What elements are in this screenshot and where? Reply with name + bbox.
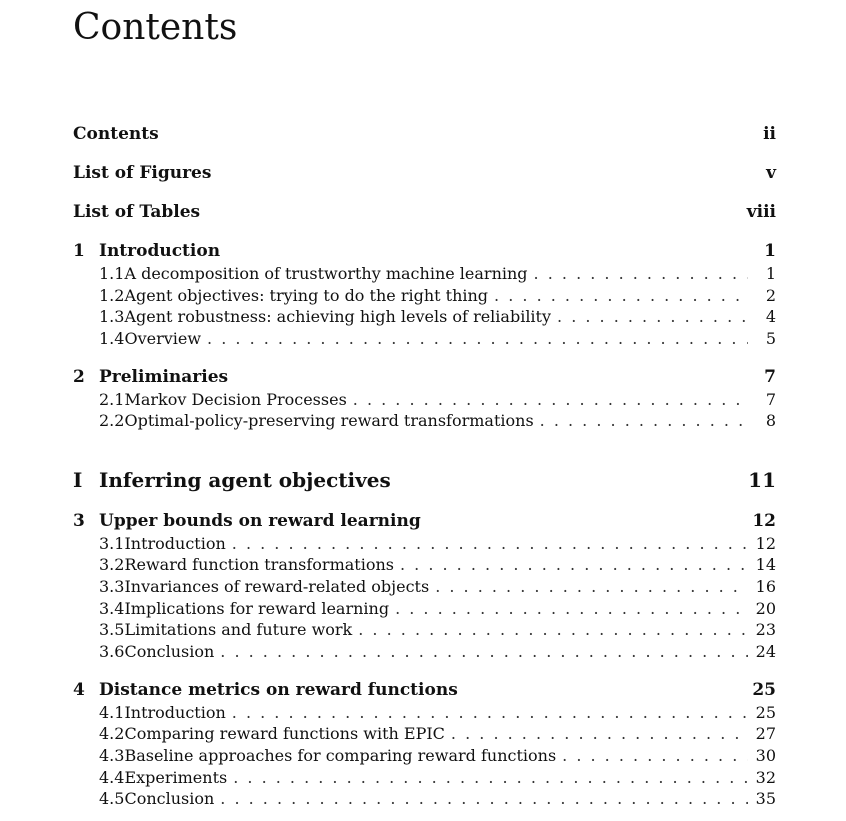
toc-chapter-4[interactable] (73, 679, 776, 701)
toc-page-number: 7 (764, 367, 776, 387)
section-title: Implications for reward learning (124, 599, 390, 618)
dot-leader (494, 285, 748, 306)
dot-leader (435, 576, 747, 597)
dot-leader (400, 554, 748, 575)
toc-page-number: 27 (755, 724, 776, 743)
section-title: Optimal-policy-preserving reward transformations (124, 411, 534, 430)
toc-page-number: 25 (755, 703, 776, 722)
toc-section-2-1[interactable] (73, 389, 776, 410)
section-number: 2.1 (99, 390, 125, 409)
toc-entry-contents[interactable] (73, 123, 776, 145)
toc-part-1[interactable] (73, 467, 776, 493)
toc-section-1-4[interactable] (73, 328, 776, 349)
section-number: 4.4 (99, 768, 125, 787)
toc-section-4-4[interactable] (73, 767, 776, 788)
toc-page-number: 35 (755, 789, 776, 808)
section-number: 4.5 (99, 789, 125, 808)
toc-page-number: 30 (755, 746, 776, 765)
section-title: Invariances of reward-related objects (124, 577, 430, 596)
toc-page-number: 20 (755, 599, 776, 618)
chapter-number: 3 (73, 511, 85, 531)
dot-leader (220, 641, 747, 662)
section-number: 4.3 (99, 746, 125, 765)
toc-page-number: 1 (765, 264, 776, 283)
toc-entry-list-of-figures[interactable] (73, 162, 776, 184)
toc-page-number: 11 (748, 468, 776, 492)
chapter-title: Preliminaries (99, 367, 229, 387)
dot-leader (353, 389, 748, 410)
toc-page-number: 5 (765, 329, 776, 348)
toc-section-4-2[interactable] (73, 723, 776, 744)
page-title: Contents (73, 7, 238, 48)
toc-section-2-2[interactable] (73, 410, 776, 431)
section-title: Conclusion (124, 789, 215, 808)
section-number: 1.3 (99, 307, 125, 326)
section-number: 1.4 (99, 329, 125, 348)
toc-page-number: 12 (752, 511, 776, 531)
section-title: Comparing reward functions with EPIC (124, 724, 445, 743)
section-number: 2.2 (99, 411, 125, 430)
part-number: I (73, 468, 83, 492)
section-number: 3.1 (99, 534, 125, 553)
toc-page-number: v (766, 163, 776, 183)
chapter-title: Upper bounds on reward learning (99, 511, 421, 531)
section-number: 3.5 (99, 620, 125, 639)
toc-chapter-1[interactable] (73, 240, 776, 262)
chapter-number: 2 (73, 367, 85, 387)
toc-section-3-1[interactable] (73, 533, 776, 554)
toc-page-number: 1 (764, 241, 776, 261)
toc-page-number: 4 (765, 307, 776, 326)
dot-leader (562, 745, 747, 766)
toc-page-number: 16 (755, 577, 776, 596)
dot-leader (233, 767, 747, 788)
toc-section-1-2[interactable] (73, 285, 776, 306)
section-title: Agent objectives: trying to do the right thing (124, 286, 489, 305)
toc-page-number: 14 (755, 555, 776, 574)
toc-page-number: 8 (765, 411, 776, 430)
section-title: Conclusion (124, 642, 215, 661)
dot-leader (451, 723, 748, 744)
dot-leader (220, 788, 747, 809)
section-title: Introduction (124, 534, 226, 553)
toc-page-number: viii (746, 202, 776, 222)
toc-entry-list-of-tables[interactable] (73, 201, 776, 223)
section-title: Overview (124, 329, 202, 348)
section-title: Introduction (124, 703, 226, 722)
section-number: 1.1 (99, 264, 125, 283)
toc-entry-label: List of Figures (73, 163, 212, 183)
toc-page-number: ii (763, 124, 776, 144)
section-number: 3.6 (99, 642, 125, 661)
chapter-number: 1 (73, 241, 85, 261)
toc-chapter-3[interactable] (73, 510, 776, 532)
dot-leader (534, 263, 748, 284)
toc-page-number: 25 (752, 680, 776, 700)
toc-section-3-5[interactable] (73, 619, 776, 640)
toc-section-1-3[interactable] (73, 306, 776, 327)
toc-section-3-2[interactable] (73, 554, 776, 575)
section-title: A decomposition of trustworthy machine learning (124, 264, 528, 283)
section-title: Limitations and future work (124, 620, 353, 639)
toc-page-number: 24 (755, 642, 776, 661)
toc-entry-label: Contents (73, 124, 159, 144)
dot-leader (358, 619, 747, 640)
toc-chapter-2[interactable] (73, 366, 776, 388)
section-number: 1.2 (99, 286, 125, 305)
dot-leader (232, 533, 748, 554)
part-title: Inferring agent objectives (99, 468, 391, 492)
section-title: Agent robustness: achieving high levels of reliability (124, 307, 552, 326)
dot-leader (557, 306, 748, 327)
section-number: 4.1 (99, 703, 125, 722)
section-number: 4.2 (99, 724, 125, 743)
section-title: Experiments (124, 768, 228, 787)
dot-leader (232, 702, 748, 723)
toc-section-3-4[interactable] (73, 598, 776, 619)
toc-page-number: 12 (755, 534, 776, 553)
section-number: 3.4 (99, 599, 125, 618)
toc-section-3-6[interactable] (73, 641, 776, 662)
toc-section-4-1[interactable] (73, 702, 776, 723)
toc-section-4-5[interactable] (73, 788, 776, 809)
section-number: 3.3 (99, 577, 125, 596)
toc-page-number: 23 (755, 620, 776, 639)
dot-leader (207, 328, 748, 349)
section-number: 3.2 (99, 555, 125, 574)
section-title: Markov Decision Processes (124, 390, 347, 409)
toc-entry-label: List of Tables (73, 202, 201, 222)
toc-page-number: 7 (765, 390, 776, 409)
dot-leader (395, 598, 748, 619)
toc-page-number: 2 (765, 286, 776, 305)
chapter-number: 4 (73, 680, 85, 700)
toc-section-3-3[interactable] (73, 576, 776, 597)
toc-page-number: 32 (755, 768, 776, 787)
toc-section-1-1[interactable] (73, 263, 776, 284)
chapter-title: Distance metrics on reward functions (99, 680, 458, 700)
toc-section-4-3[interactable] (73, 745, 776, 766)
section-title: Reward function transformations (124, 555, 394, 574)
chapter-title: Introduction (99, 241, 221, 261)
section-title: Baseline approaches for comparing reward functions (124, 746, 557, 765)
dot-leader (540, 410, 748, 431)
